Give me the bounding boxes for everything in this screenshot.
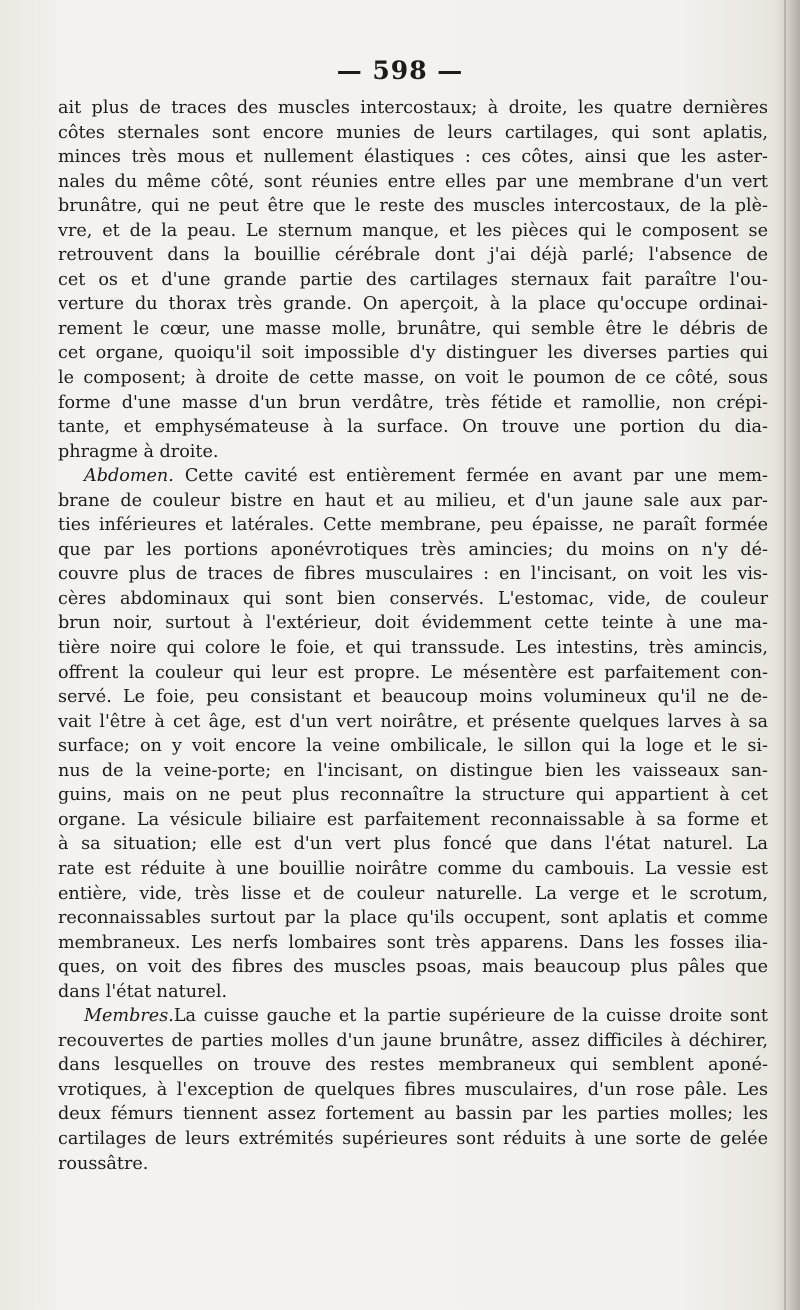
text-line: phragme à droite. [58,441,219,462]
text-line: vrotiques, à l'exception de quelques fibres musculaires, d'un rose pâle. Les [58,1079,768,1100]
page-edge-shadow [778,0,800,1310]
text-line: verture du thorax très grande. On aperçoit, à la place qu'occupe ordinai- [58,294,768,315]
text-line: couvre plus de traces de fibres musculaires : en l'incisant, on voit les vis- [58,564,768,585]
text-line: organe. La vésicule biliaire est parfaitement reconnaissable à sa forme et [58,809,768,830]
text-line: dans l'état naturel. [58,981,228,1002]
text-line: rement le cœur, une masse molle, brunâtre, qui semble être le débris de [58,318,768,339]
text-line: brun noir, surtout à l'extérieur, doit évidemment cette teinte à une ma- [58,613,768,634]
text-line: Cette cavité est entièrement fermée en avant par une mem- [184,466,768,487]
body-text [58,96,768,1176]
text-line: ait plus de traces des muscles intercostaux; à droite, les quatre dernières [58,98,768,118]
text-line: deux fémurs tiennent assez fortement au bassin par les parties molles; les [58,1104,768,1125]
text-line: reconnaissables surtout par la place qu'ils occupent, sont aplatis et comme [58,908,768,929]
section-heading-membres: Membres. [84,1006,174,1027]
page-edge-line [784,0,786,1310]
text-line: offrent la couleur qui leur est propre. Le mésentère est parfaitement con- [58,662,768,683]
text-line: cet os et d'une grande partie des cartilages sternaux fait paraître l'ou- [58,269,768,290]
text-line: que par les portions aponévrotiques très amincies; du moins on n'y dé- [58,539,768,560]
text-line: brane de couleur bistre en haut et au milieu, et d'un jaune sale aux par- [58,490,768,511]
text-line: côtes sternales sont encore munies de leurs cartilages, qui sont aplatis, [58,122,768,143]
text-line: nales du même côté, sont réunies entre elles par une membrane d'un vert [58,171,768,192]
text-line: rate est réduite à une bouillie noirâtre comme du cambouis. La vessie est [58,858,768,879]
text-line: recouvertes de parties molles d'un jaune brunâtre, assez difficiles à déchirer, [58,1030,768,1051]
text-line: cartilages de leurs extrémités supérieures sont réduits à une sorte de gelée [58,1128,768,1149]
text-line: brunâtre, qui ne peut être que le reste des muscles intercostaux, de la plè- [58,196,768,217]
text-line: tante, et emphysémateuse à la surface. On trouve une portion du dia- [58,417,768,438]
text-line: le composent; à droite de cette masse, on voit le poumon de ce côté, sous [58,368,768,389]
text-line: cet organe, quoiqu'il soit impossible d'y distinguer les diverses parties qui [58,343,768,364]
text-line: vre, et de la peau. Le sternum manque, et les pièces qui le composent se [58,220,768,241]
section-heading-abdomen: Abdomen. [84,466,174,487]
text-line: roussâtre. [58,1153,149,1174]
text-line: servé. Le foie, peu consistant et beaucoup moins volumineux qu'il ne de- [58,687,768,708]
text-line: entière, vide, très lisse et de couleur naturelle. La verge et le scrotum, [58,883,768,904]
text-line: dans lesquelles on trouve des restes membraneux qui semblent aponé- [58,1055,768,1076]
page-number: — 598 — [336,56,464,85]
text-line: cères abdominaux qui sont bien conservés. L'estomac, vide, de couleur [58,588,768,609]
text-line: ties inférieures et latérales. Cette membrane, peu épaisse, ne paraît formée [58,515,768,536]
paragraph-first-line [58,464,768,489]
text-line: minces très mous et nullement élastiques : ces côtes, ainsi que les aster- [58,147,768,168]
paragraph-first-line [58,1004,768,1029]
text-line: La cuisse gauche et la partie supérieure de la cuisse droite sont [173,1006,768,1027]
text-line: ques, on voit des fibres des muscles psoas, mais beaucoup plus pâles que [58,957,768,978]
text-line: surface; on y voit encore la veine ombilicale, le sillon qui la loge et le si- [58,736,768,757]
text-line: tière noire qui colore le foie, et qui transsude. Les intestins, très amincis, [58,638,768,659]
text-line: nus de la veine-porte; en l'incisant, on distingue bien les vaisseaux san- [58,760,768,781]
text-line: retrouvent dans la bouillie cérébrale dont j'ai déjà parlé; l'absence de [58,245,768,266]
text-line: guins, mais on ne peut plus reconnaître la structure qui appartient à cet [58,785,768,806]
text-line: à sa situation; elle est d'un vert plus foncé que dans l'état naturel. La [58,834,768,855]
text-line: vait l'être à cet âge, est d'un vert noirâtre, et présente quelques larves à sa [58,711,768,732]
text-line: forme d'une masse d'un brun verdâtre, très fétide et ramollie, non crépi- [58,392,768,413]
text-line: membraneux. Les nerfs lombaires sont très apparens. Dans les fosses ilia- [58,932,768,953]
